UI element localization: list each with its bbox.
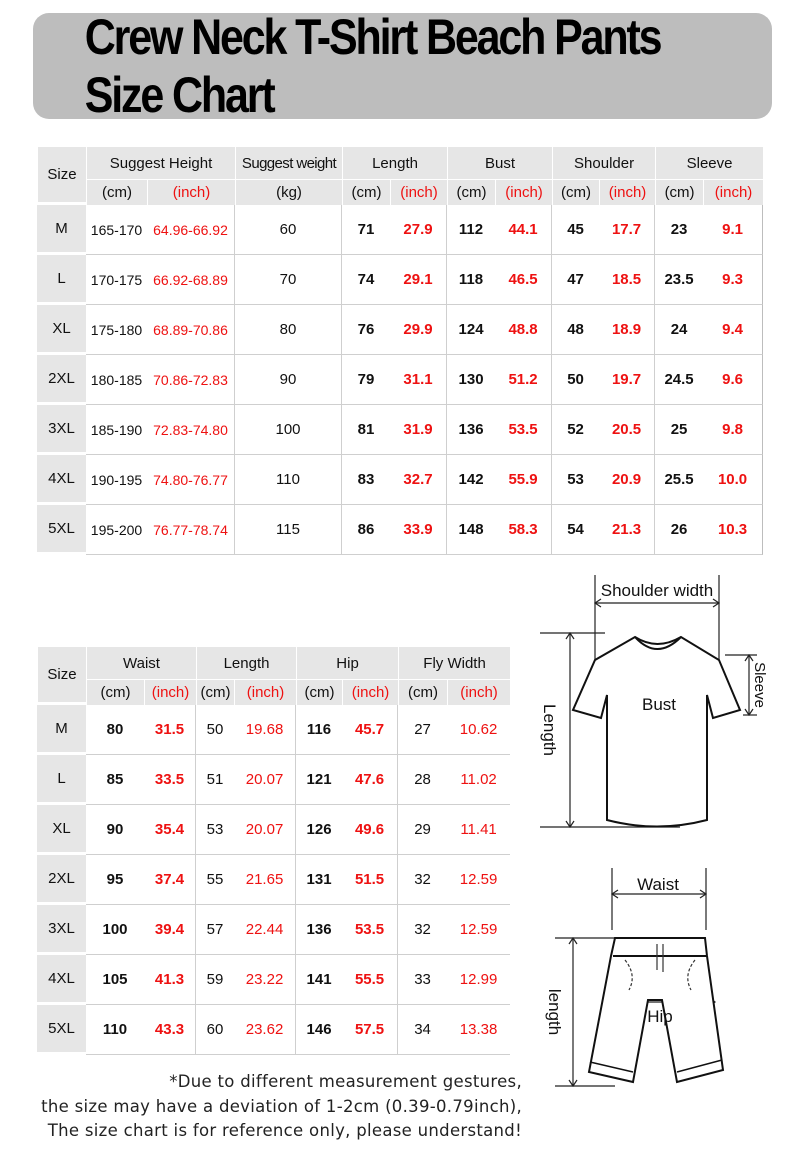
table-cell: 10.0 xyxy=(703,455,763,505)
pants-table-body xyxy=(37,705,510,1055)
table-cell: 136 xyxy=(447,405,495,455)
table-row xyxy=(37,505,763,555)
table-row xyxy=(37,905,510,955)
table-cell: 180-185 xyxy=(86,355,147,405)
table-cell: 142 xyxy=(447,455,495,505)
table-cell: 20.5 xyxy=(599,405,655,455)
table-cell: 80 xyxy=(235,305,342,355)
table-cell: 37.4 xyxy=(144,855,196,905)
shirt-units-row xyxy=(37,180,763,205)
table-cell: 10.62 xyxy=(447,705,510,755)
table-row xyxy=(37,405,763,455)
table-cell: 19.68 xyxy=(234,705,296,755)
table-cell: 28 xyxy=(398,755,447,805)
table-cell: 146 xyxy=(296,1005,342,1055)
unit-label: (cm) xyxy=(86,680,144,705)
table-cell: 60 xyxy=(196,1005,234,1055)
sleeve-label: Sleeve xyxy=(751,662,768,708)
table-cell: 55 xyxy=(196,855,234,905)
pants-units-row xyxy=(37,680,510,705)
table-row xyxy=(37,955,510,1005)
shoulder-width-label: Shoulder width xyxy=(600,581,714,600)
table-cell: 81 xyxy=(342,405,390,455)
table-cell: 70 xyxy=(235,255,342,305)
table-row xyxy=(37,205,763,255)
table-cell: 58.3 xyxy=(495,505,552,555)
table-cell: 24 xyxy=(655,305,703,355)
table-cell: 13.38 xyxy=(447,1005,510,1055)
table-cell: 23 xyxy=(655,205,703,255)
unit-label: (cm) xyxy=(342,180,390,205)
table-cell: 130 xyxy=(447,355,495,405)
table-cell: 53 xyxy=(552,455,599,505)
table-cell: 12.99 xyxy=(447,955,510,1005)
table-cell: 52 xyxy=(552,405,599,455)
table-cell: 33 xyxy=(398,955,447,1005)
table-cell: 66.92-68.89 xyxy=(147,255,235,305)
size-cell: 5XL xyxy=(37,1005,86,1055)
pants-diagram xyxy=(545,860,745,1095)
table-cell: 31.5 xyxy=(144,705,196,755)
size-cell: XL xyxy=(37,305,86,355)
table-cell: 53.5 xyxy=(342,905,398,955)
hip-label: Hip xyxy=(647,1007,673,1026)
table-cell: 20.07 xyxy=(234,755,296,805)
table-cell: 121 xyxy=(296,755,342,805)
table-cell: 11.02 xyxy=(447,755,510,805)
table-cell: 26 xyxy=(655,505,703,555)
table-cell: 90 xyxy=(235,355,342,405)
table-cell: 39.4 xyxy=(144,905,196,955)
table-cell: 116 xyxy=(296,705,342,755)
table-cell: 100 xyxy=(86,905,144,955)
table-cell: 21.3 xyxy=(599,505,655,555)
note-line: The size chart is for reference only, please understand! xyxy=(47,1121,522,1140)
table-cell: 10.3 xyxy=(703,505,763,555)
size-cell: XL xyxy=(37,805,86,855)
table-cell: 53 xyxy=(196,805,234,855)
shirt-size-table xyxy=(37,147,763,555)
table-cell: 80 xyxy=(86,705,144,755)
bust-label: Bust xyxy=(641,695,677,714)
table-row xyxy=(37,805,510,855)
table-cell: 74.80-76.77 xyxy=(147,455,235,505)
table-cell: 47 xyxy=(552,255,599,305)
title-banner xyxy=(33,9,772,123)
shirt-length-label: Length xyxy=(540,704,559,756)
table-cell: 85 xyxy=(86,755,144,805)
table-cell: 12.59 xyxy=(447,905,510,955)
table-cell: 55.5 xyxy=(342,955,398,1005)
table-cell: 76.77-78.74 xyxy=(147,505,235,555)
size-cell: L xyxy=(37,255,86,305)
table-cell: 48 xyxy=(552,305,599,355)
table-cell: 68.89-70.86 xyxy=(147,305,235,355)
unit-label: (cm) xyxy=(296,680,342,705)
table-cell: 32.7 xyxy=(390,455,447,505)
table-cell: 50 xyxy=(196,705,234,755)
unit-label: (inch) xyxy=(703,180,763,205)
table-cell: 46.5 xyxy=(495,255,552,305)
table-cell: 17.7 xyxy=(599,205,655,255)
table-cell: 48.8 xyxy=(495,305,552,355)
size-cell: 2XL xyxy=(37,855,86,905)
table-cell: 55.9 xyxy=(495,455,552,505)
table-cell: 22.44 xyxy=(234,905,296,955)
table-cell: 9.3 xyxy=(703,255,763,305)
table-cell: 110 xyxy=(235,455,342,505)
waist-label: Waist xyxy=(637,875,679,894)
unit-label: (inch) xyxy=(147,180,235,205)
table-cell: 51.5 xyxy=(342,855,398,905)
table-cell: 18.9 xyxy=(599,305,655,355)
table-cell: 71 xyxy=(342,205,390,255)
table-cell: 70.86-72.83 xyxy=(147,355,235,405)
table-cell: 21.65 xyxy=(234,855,296,905)
unit-label: (cm) xyxy=(447,180,495,205)
unit-label: (inch) xyxy=(495,180,552,205)
col-group-fly-width: Fly Width xyxy=(398,647,510,680)
col-group-weight: Suggest weight xyxy=(235,147,342,180)
table-cell: 112 xyxy=(447,205,495,255)
table-cell: 25.5 xyxy=(655,455,703,505)
table-cell: 27 xyxy=(398,705,447,755)
unit-label: (inch) xyxy=(599,180,655,205)
size-header: Size xyxy=(37,147,86,205)
table-cell: 11.41 xyxy=(447,805,510,855)
table-row xyxy=(37,455,763,505)
table-row xyxy=(37,755,510,805)
note-line: the size may have a deviation of 1-2cm (0.39-0.79inch), xyxy=(41,1096,522,1116)
table-cell: 115 xyxy=(235,505,342,555)
unit-label: (cm) xyxy=(655,180,703,205)
table-cell: 76 xyxy=(342,305,390,355)
col-group-height: Suggest Height xyxy=(86,147,235,180)
table-cell: 31.9 xyxy=(390,405,447,455)
table-cell: 195-200 xyxy=(86,505,147,555)
pants-length-label: length xyxy=(545,988,564,1036)
unit-label: (cm) xyxy=(196,680,234,705)
size-cell: 5XL xyxy=(37,505,86,555)
size-cell: L xyxy=(37,755,86,805)
table-cell: 124 xyxy=(447,305,495,355)
table-cell: 95 xyxy=(86,855,144,905)
unit-label: (inch) xyxy=(144,680,196,705)
col-group-bust: Bust xyxy=(447,147,552,180)
size-header: Size xyxy=(37,647,86,705)
table-cell: 20.07 xyxy=(234,805,296,855)
col-group-length: Length xyxy=(196,647,296,680)
unit-label: (cm) xyxy=(86,180,147,205)
table-cell: 141 xyxy=(296,955,342,1005)
table-cell: 170-175 xyxy=(86,255,147,305)
table-cell: 86 xyxy=(342,505,390,555)
col-group-shoulder: Shoulder xyxy=(552,147,655,180)
table-cell: 57 xyxy=(196,905,234,955)
table-cell: 51.2 xyxy=(495,355,552,405)
page-title: Crew Neck T-Shirt Beach Pants Size Chart xyxy=(84,9,661,123)
size-cell: 4XL xyxy=(37,955,86,1005)
table-cell: 64.96-66.92 xyxy=(147,205,235,255)
table-row xyxy=(37,855,510,905)
table-cell: 41.3 xyxy=(144,955,196,1005)
table-cell: 126 xyxy=(296,805,342,855)
table-cell: 9.8 xyxy=(703,405,763,455)
col-group-sleeve: Sleeve xyxy=(655,147,763,180)
size-cell: M xyxy=(37,205,86,255)
table-row xyxy=(37,255,763,305)
table-cell: 131 xyxy=(296,855,342,905)
table-cell: 165-170 xyxy=(86,205,147,255)
pants-size-table xyxy=(37,647,510,1055)
table-cell: 54 xyxy=(552,505,599,555)
table-cell: 20.9 xyxy=(599,455,655,505)
unit-label: (inch) xyxy=(342,680,398,705)
size-cell: 2XL xyxy=(37,355,86,405)
table-cell: 24.5 xyxy=(655,355,703,405)
table-row xyxy=(37,355,763,405)
table-cell: 35.4 xyxy=(144,805,196,855)
col-group-length: Length xyxy=(342,147,447,180)
table-cell: 32 xyxy=(398,855,447,905)
unit-label: (cm) xyxy=(552,180,599,205)
table-cell: 83 xyxy=(342,455,390,505)
table-cell: 45.7 xyxy=(342,705,398,755)
unit-label: (kg) xyxy=(235,180,342,205)
table-cell: 49.6 xyxy=(342,805,398,855)
table-cell: 25 xyxy=(655,405,703,455)
table-cell: 148 xyxy=(447,505,495,555)
table-cell: 18.5 xyxy=(599,255,655,305)
table-cell: 12.59 xyxy=(447,855,510,905)
table-cell: 29.1 xyxy=(390,255,447,305)
table-cell: 74 xyxy=(342,255,390,305)
table-cell: 29 xyxy=(398,805,447,855)
table-cell: 29.9 xyxy=(390,305,447,355)
table-cell: 79 xyxy=(342,355,390,405)
table-cell: 185-190 xyxy=(86,405,147,455)
col-group-hip: Hip xyxy=(296,647,398,680)
table-cell: 47.6 xyxy=(342,755,398,805)
table-cell: 100 xyxy=(235,405,342,455)
table-cell: 23.22 xyxy=(234,955,296,1005)
unit-label: (cm) xyxy=(398,680,447,705)
table-cell: 50 xyxy=(552,355,599,405)
size-disclaimer xyxy=(2,1070,522,1144)
table-cell: 118 xyxy=(447,255,495,305)
table-cell: 44.1 xyxy=(495,205,552,255)
table-cell: 53.5 xyxy=(495,405,552,455)
table-cell: 34 xyxy=(398,1005,447,1055)
table-cell: 32 xyxy=(398,905,447,955)
table-cell: 33.9 xyxy=(390,505,447,555)
note-line: *Due to different measurement gestures, xyxy=(169,1072,522,1091)
table-cell: 105 xyxy=(86,955,144,1005)
table-cell: 27.9 xyxy=(390,205,447,255)
unit-label: (inch) xyxy=(234,680,296,705)
table-cell: 9.6 xyxy=(703,355,763,405)
table-cell: 9.4 xyxy=(703,305,763,355)
table-cell: 43.3 xyxy=(144,1005,196,1055)
table-cell: 57.5 xyxy=(342,1005,398,1055)
table-cell: 110 xyxy=(86,1005,144,1055)
unit-label: (inch) xyxy=(390,180,447,205)
table-cell: 72.83-74.80 xyxy=(147,405,235,455)
size-cell: M xyxy=(37,705,86,755)
table-cell: 90 xyxy=(86,805,144,855)
table-cell: 19.7 xyxy=(599,355,655,405)
table-row xyxy=(37,305,763,355)
table-row xyxy=(37,705,510,755)
table-cell: 9.1 xyxy=(703,205,763,255)
col-group-waist: Waist xyxy=(86,647,196,680)
table-cell: 59 xyxy=(196,955,234,1005)
table-cell: 33.5 xyxy=(144,755,196,805)
tshirt-outline xyxy=(573,637,740,827)
table-cell: 45 xyxy=(552,205,599,255)
tshirt-diagram xyxy=(535,565,775,835)
table-cell: 190-195 xyxy=(86,455,147,505)
table-cell: 51 xyxy=(196,755,234,805)
unit-label: (inch) xyxy=(447,680,510,705)
table-cell: 31.1 xyxy=(390,355,447,405)
table-cell: 23.5 xyxy=(655,255,703,305)
table-cell: 23.62 xyxy=(234,1005,296,1055)
table-cell: 60 xyxy=(235,205,342,255)
shirt-table-body xyxy=(37,205,763,555)
size-cell: 3XL xyxy=(37,405,86,455)
size-cell: 3XL xyxy=(37,905,86,955)
table-cell: 175-180 xyxy=(86,305,147,355)
size-cell: 4XL xyxy=(37,455,86,505)
table-cell: 136 xyxy=(296,905,342,955)
table-row xyxy=(37,1005,510,1055)
